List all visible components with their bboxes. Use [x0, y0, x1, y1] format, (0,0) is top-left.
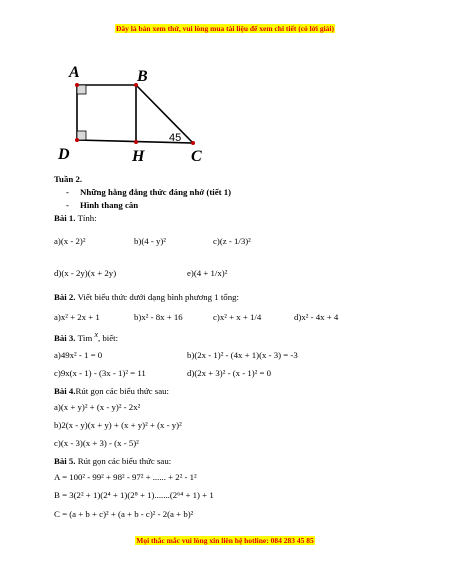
topic-2: - Hình thang cân — [66, 200, 139, 210]
angle-label: 45 — [169, 132, 182, 144]
bai5-item-b: B = 3(2² + 1)(2⁴ + 1)(2⁸ + 1).......(2⁶⁴ + 1) + 1 — [54, 490, 214, 500]
bai1-item-c: c)(z - 1/3)² — [213, 236, 251, 246]
label-b: B — [137, 68, 148, 85]
bai3-item-b: b)(2x - 1)² - (4x + 1)(x - 3) = -3 — [187, 350, 298, 360]
week-title: Tuần 2. — [54, 174, 83, 184]
bai3-item-c: c)9x(x - 1) - (3x - 1)² = 11 — [54, 368, 146, 378]
bottom-banner-text: Mọi thắc mắc vui lòng xin liên hệ hotline: 084 283 45 85 — [136, 536, 314, 545]
bai5-item-c: C = (a + b + c)² + (a + b - c)² - 2(a + b)² — [54, 509, 194, 519]
bai1-item-d: d)(x - 2y)(x + 2y) — [54, 268, 117, 278]
label-d: D — [58, 146, 70, 163]
bai3-var: x — [94, 330, 98, 339]
label-c: C — [191, 148, 202, 165]
bai2-item-d: d)x² - 4x + 4 — [294, 312, 339, 322]
top-banner-text: Đây là bản xem thử, vui lòng mua tài liệu để xem chi tiết (có lời giải) — [115, 24, 335, 33]
bai1-item-e: e)(4 + 1/x)² — [187, 268, 228, 278]
bai1-header: Bài 1. Tính: — [54, 213, 97, 223]
bai5-item-a: A = 100² - 99² + 98² - 97² + ...... + 2² - 1² — [54, 472, 197, 482]
bai1-item-a: a)(x - 2)² — [54, 236, 86, 246]
bai4-item-b: b)2(x - y)(x + y) + (x + y)² + (x - y)² — [54, 420, 182, 430]
bai4-item-a: a)(x + y)² + (x - y)² - 2x² — [54, 402, 141, 412]
bai2-item-c: c)x² + x + 1/4 — [213, 312, 262, 322]
bai2-item-a: a)x² + 2x + 1 — [54, 312, 100, 322]
topic-1: - Những hằng đẳng thức đáng nhớ (tiết 1) — [66, 187, 232, 197]
bai3-header: Bài 3. Tìm x, biết: — [54, 330, 119, 343]
bai2-item-b: b)x² - 8x + 16 — [134, 312, 183, 322]
bai3-item-d: d)(2x + 3)² - (x - 1)² = 0 — [187, 368, 272, 378]
bai4-header: Bài 4.Rút gọn các biểu thức sau: — [54, 386, 169, 396]
bai5-header: Bài 5. Rút gọn các biểu thức sau: — [54, 456, 172, 466]
bai1-item-b: b)(4 - y)² — [134, 236, 166, 246]
bai2-header: Bài 2. Viết biểu thức dưới dạng bình phương 1 tổng: — [54, 292, 239, 302]
label-a: A — [69, 64, 80, 81]
bottom-banner — [0, 536, 450, 545]
bai3-item-a: a)49x² - 1 = 0 — [54, 350, 103, 360]
label-h: H — [132, 148, 145, 165]
content — [54, 0, 444, 582]
bai4-item-c: c)(x - 3)(x + 3) - (x - 5)² — [54, 438, 139, 448]
